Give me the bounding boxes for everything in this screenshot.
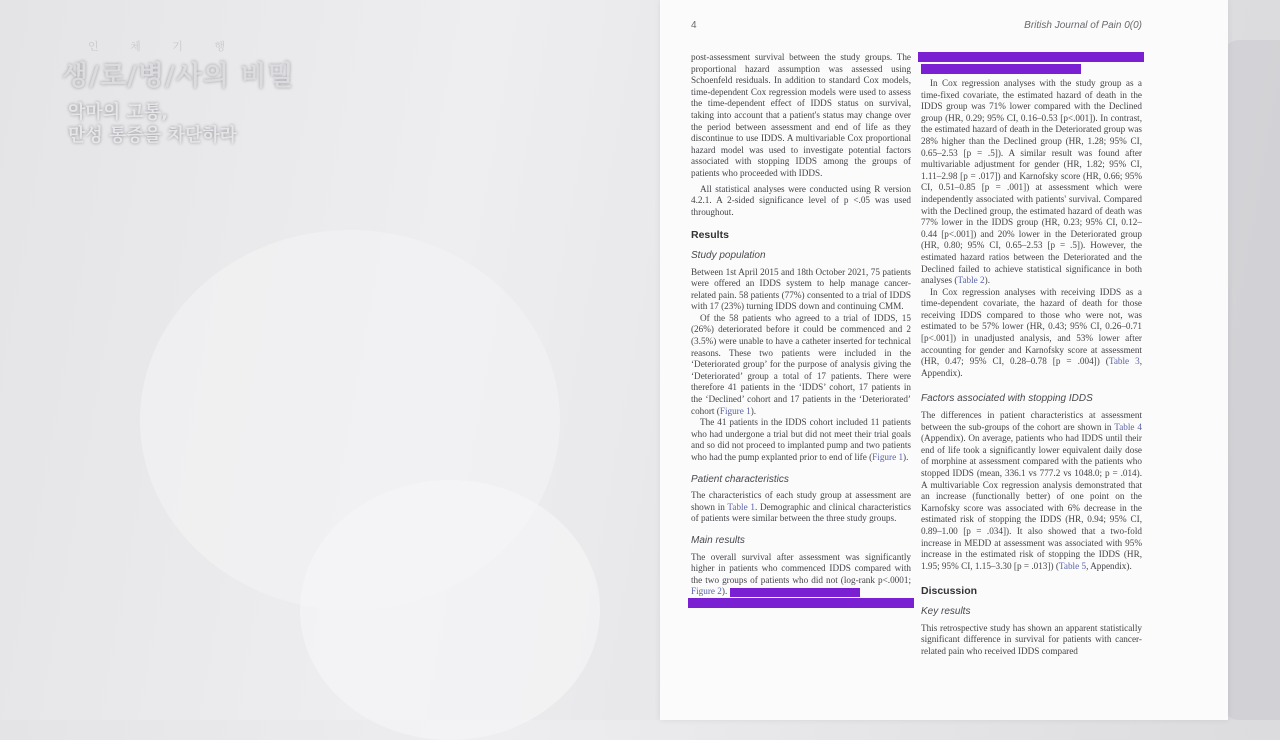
logo-small-text: 인 체 기 행 [88, 40, 239, 53]
background-blur-shape [300, 480, 600, 740]
subtitle-line-2: 만성 통증을 차단하라 [68, 125, 238, 146]
page-number: 4 [691, 20, 697, 31]
subsection-heading: Main results [691, 534, 745, 546]
table-link[interactable]: Table 3 [1108, 356, 1140, 367]
journal-title: British Journal of Pain 0(0) [1024, 20, 1142, 31]
redaction-mark [918, 52, 1144, 62]
left-column [691, 52, 911, 608]
paragraph: The characteristics of each study group at assessment are shown in Table 1. Demographic and clinical characteristics of patients were similar between the three study groups. [691, 490, 911, 524]
table-link[interactable]: Table 2 [957, 275, 985, 286]
right-column [921, 52, 1142, 657]
subsection-heading: Patient characteristics [691, 473, 789, 485]
table-link[interactable]: Table 1 [727, 501, 755, 512]
show-logo [62, 38, 295, 147]
paragraph: Of the 58 patients who agreed to a trial of IDDS, 15 (26%) deteriorated before it could be commenced and 2 (3.5%) were unable to have a catheter inserted for technical reasons. These two patients were included in the ‘Deteriorated group’ for the purpose of analysis giving the ‘Deteriorated’ group a total of 17 patients. There were therefore 41 patients in the ‘IDDS’ cohort, 17 patients in the ‘Declined’ cohort and 17 patients in the ‘Deteriorated’ cohort (Figure 1). [691, 312, 911, 416]
background-blur-shape [1220, 40, 1280, 720]
subsection-heading: Study population [691, 249, 766, 261]
table-link[interactable]: Table 5 [1058, 560, 1087, 571]
logo-main-text: 생/로/병/사의 비밀 [62, 61, 295, 92]
paragraph: All statistical analyses were conducted using R version 4.2.1. A 2-sided significance level of p <.05 was used throughout. [691, 183, 911, 217]
section-heading-results: Results [691, 229, 729, 242]
paragraph: The 41 patients in the IDDS cohort included 11 patients who had undergone a trial but did not meet their trial goals and so did not proceed to implanted pump and two patients who had the pump explanted prior to end of life (Figure 1). [691, 417, 911, 462]
subsection-heading: Key results [921, 605, 971, 617]
paper-page [660, 0, 1228, 720]
paragraph: In Cox regression analyses with the study group as a time-fixed covariate, the estimated hazard of death in the IDDS group was 71% lower compared with the Declined group (HR, 0.29; 95% CI, 0.16–0.53 [p<.001]). In contrast, the estimated hazard of death in the Deteriorated group was 28% higher than the Declined group (HR, 1.28; 95% CI, 0.65–2.53 [p = .5]). A similar result was found after multivariable adjustment for gender (HR, 1.82; 95% CI, 1.11–2.98 [p = .017]) and Karnofsky score (HR, 0.66; 95% CI, 0.51–0.85 [p = .001]) at assessment which were independently associated with patients' survival. Compared with the Declined group, the estimated hazard of death was 77% lower in the IDDS group (HR, 0.23; 95% CI, 0.12–0.44 [p<.001]) and 20% lower in the Deteriorated group (HR, 0.80; 95% CI, 0.65–2.53 [p = .5]). However, the estimated hazard ratios between the Deteriorated and the Declined failed to achieve statistical significance in both analyses (Table 2). [921, 78, 1142, 286]
table-link[interactable]: Table 4 [1114, 421, 1142, 432]
redaction-mark [688, 598, 914, 608]
paragraph: In Cox regression analyses with receiving IDDS as a time-dependent covariate, the hazard of death for those receiving IDDS compared to those who were not, was estimated to be 57% lower (HR, 0.43; 95% CI, 0.26–0.71 [p<.001]) in unadjusted analysis, and 53% lower after accounting for gender and Karnofsky score at assessment (HR, 0.47; 95% CI, 0.28–0.78 [p = .004]) (Table 3, Appendix). [921, 286, 1142, 378]
figure-link[interactable]: Figure 1 [719, 405, 751, 416]
paragraph: The overall survival after assessment was significantly higher in patients who commenced IDDS compared with the two groups of patients who did not (log-rank p<.0001; Figure 2). [691, 551, 911, 597]
subtitle-caption [68, 101, 295, 147]
section-heading-discussion: Discussion [921, 585, 978, 598]
subtitle-line-1: 악마의 고통, [68, 102, 169, 123]
paragraph: Between 1st April 2015 and 18th October 2021, 75 patients were offered an IDDS system to help manage cancer-related pain. 58 patients (77%) consented to a trial of IDDS with 17 (23%) turning IDDS down and continuing CMM. [691, 266, 911, 312]
redaction-mark [921, 64, 1081, 74]
paragraph: post-assessment survival between the study groups. The proportional hazard assumption was assessed using Schoenfeld residuals. In addition to standard Cox models, time-dependent Cox regression models were used to assess the time-dependent effect of IDDS status on survival, taking into account that a patient's status may change over the period between assessment and end of life as they discontinue to use IDDS. A multivariable Cox proportional hazard model was used to investigate potential factors associated with stopping IDDS among the groups of patients who proceeded with IDDS. [691, 52, 911, 178]
redaction-mark [730, 588, 860, 597]
paragraph: The differences in patient characteristics at assessment between the sub-groups of the cohort are shown in Table 4 (Appendix). On average, patients who had IDDS until their end of life took a significantly lower equivalent daily dose of morphine at assessment compared with the patients who stopped IDDS (mean, 336.1 vs 777.2 vs 1048.0; p = .014). A multivariable Cox regression analysis demonstrated that an increase (functionally better) of one point on the Karnofsky score was associated with 6% decrease in the estimated risk of stopping the IDDS (HR, 0.94; 95% CI, 0.89–1.00 [p = .034]). It also showed that a two-fold increase in MEDD at assessment was associated with 95% increase in the estimated risk of stopping the IDDS (HR, 1.95; 95% CI, 1.15–3.30 [p = .013]) (Table 5, Appendix). [921, 410, 1142, 571]
paragraph: This retrospective study has shown an apparent statistically significant difference in survival for patients with cancer-related pain who received IDDS compared [921, 622, 1142, 656]
figure-link[interactable]: Figure 2 [691, 586, 722, 597]
subsection-heading: Factors associated with stopping IDDS [921, 393, 1093, 405]
figure-link[interactable]: Figure 1 [872, 452, 904, 462]
